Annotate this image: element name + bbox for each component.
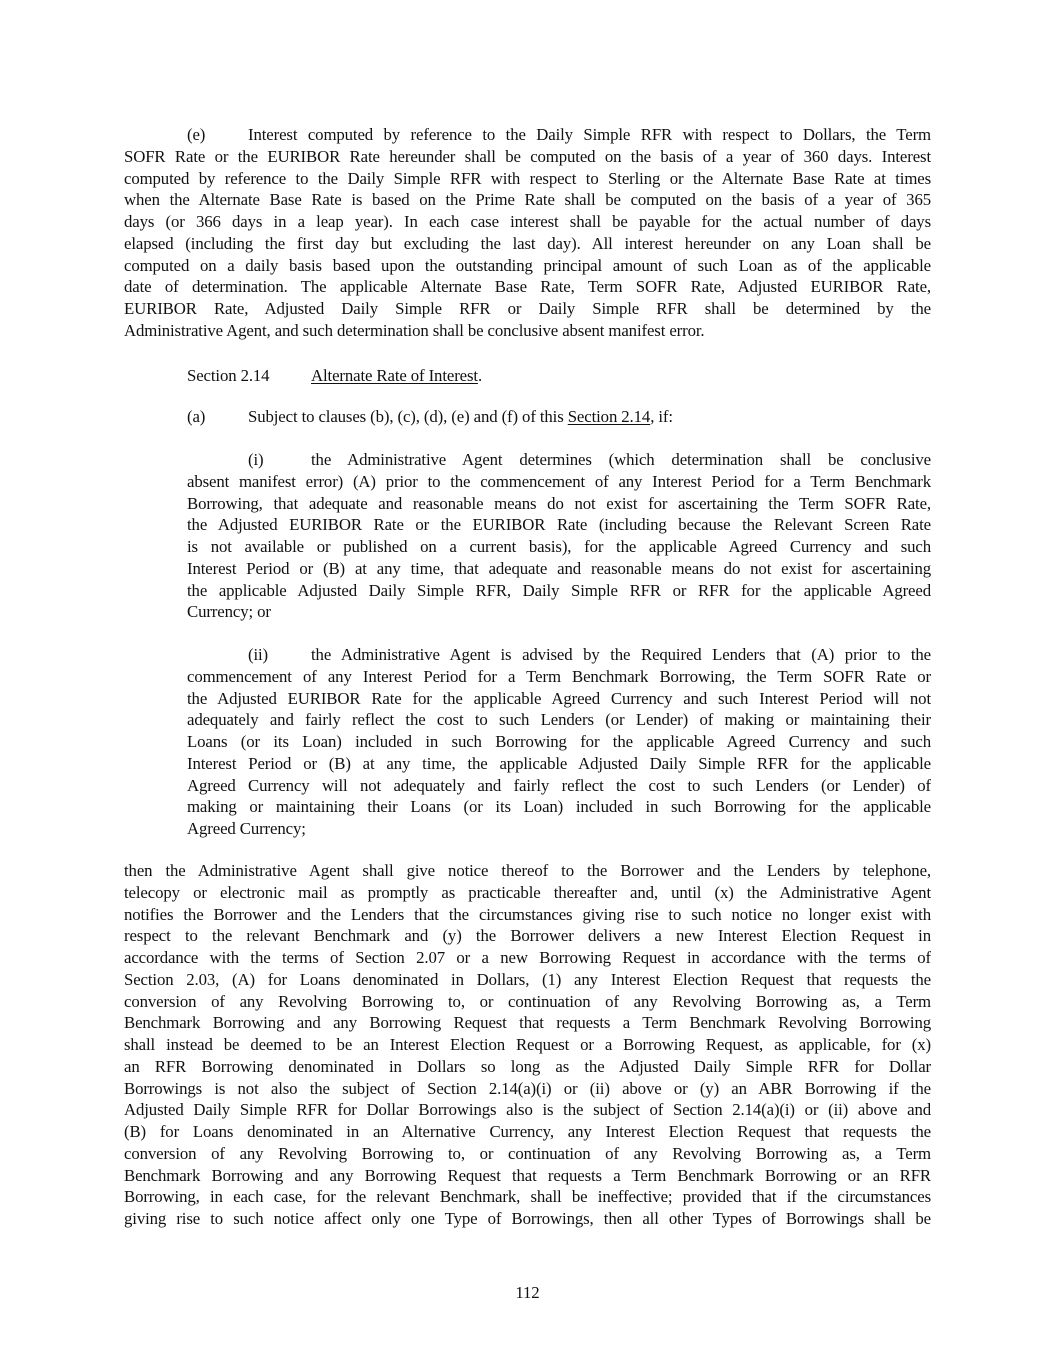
para-e-line: EURIBOR Rate, Adjusted Daily Simple RFR or Daily Simple RFR shall be determined by the <box>124 299 931 318</box>
para-then-line: notifies the Borrower and the Lenders that the circumstances giving rise to such notice no longer exist with <box>124 904 931 924</box>
para-then-line: shall instead be deemed to be an Interest Election Request or a Borrowing Request, as applicable, for (x) <box>124 1035 931 1054</box>
para-e-line: Administrative Agent, and such determination shall be conclusive absent manifest error. <box>124 320 705 340</box>
para-i-line: the applicable Adjusted Daily Simple RFR, Daily Simple RFR or RFR for the applicable Agreed <box>187 580 931 600</box>
para-ii-line: the Adjusted EURIBOR Rate for the applicable Agreed Currency and such Interest Period will not <box>187 688 931 708</box>
para-e-line: days (or 366 days in a leap year). In each case interest shall be payable for the actual number of days <box>124 212 931 231</box>
para-e-line: SOFR Rate or the EURIBOR Rate hereunder shall be computed on the basis of a year of 360 days. Interest <box>124 146 931 166</box>
para-ii-line: Agreed Currency; <box>187 819 306 838</box>
section-heading: Alternate Rate of Interest. <box>311 366 483 385</box>
para-e-line: when the Alternate Base Rate is based on the Prime Rate shall be computed on the basis of a year of 365 <box>124 190 931 210</box>
para-then-line: then the Administrative Agent shall give notice thereof to the Borrower and the Lenders by telephone, <box>124 861 931 880</box>
para-i-line: Borrowing, that adequate and reasonable means do not exist for ascertaining the Term SOFR Rate, <box>187 493 931 513</box>
para-i-line: Interest Period or (B) at any time, that adequate and reasonable means do not exist for ascertaining <box>187 558 931 578</box>
para-then-line: accordance with the terms of Section 2.07 or a new Borrowing Request in accordance with the terms of <box>124 948 931 967</box>
para-ii-line: the Administrative Agent is advised by the Required Lenders that (A) prior to the <box>311 645 931 664</box>
para-then-line: giving rise to such notice affect only one Type of Borrowings, then all other Types of Borrowings shall be <box>124 1209 931 1228</box>
para-i-line: the Administrative Agent determines (which determination shall be conclusive <box>311 450 931 469</box>
para-i-line: absent manifest error) (A) prior to the commencement of any Interest Period for a Term Benchmark <box>187 471 931 491</box>
para-e-line: date of determination. The applicable Alternate Base Rate, Term SOFR Rate, Adjusted EURIBOR Rate, <box>124 277 931 297</box>
para-i-label: (i) <box>248 450 264 469</box>
para-e-line: elapsed (including the first day but excluding the last day). All interest hereunder on any Loan shall be <box>124 233 931 253</box>
para-a-text: Subject to clauses (b), (c), (d), (e) and (f) of this Section 2.14, if: <box>248 407 673 426</box>
page-number: 112 <box>515 1283 540 1302</box>
para-then-line: an RFR Borrowing denominated in Dollars so long as the Adjusted Daily Simple RFR for Dollar <box>124 1056 931 1076</box>
para-then-line: Section 2.03, (A) for Loans denominated in Dollars, (1) any Interest Election Request that requests the <box>124 969 931 989</box>
para-then-line: Borrowings is not also the subject of Section 2.14(a)(i) or (ii) above or (y) an ABR Borrowing if the <box>124 1078 931 1098</box>
para-e-line: Interest computed by reference to the Daily Simple RFR with respect to Dollars, the Term <box>248 125 931 144</box>
para-then-line: conversion of any Revolving Borrowing to, or continuation of any Revolving Borrowing as, a Term <box>124 1143 931 1163</box>
para-e-label: (e) <box>187 125 206 144</box>
para-then-line: conversion of any Revolving Borrowing to, or continuation of any Revolving Borrowing as, a Term <box>124 991 931 1011</box>
para-ii-label: (ii) <box>248 645 269 664</box>
para-then-line: Benchmark Borrowing and any Borrowing Request that requests a Term Benchmark Borrowing or an RFR <box>124 1165 931 1185</box>
para-then-line: Benchmark Borrowing and any Borrowing Request that requests a Term Benchmark Revolving Borrowing <box>124 1013 931 1033</box>
section-title: Alternate Rate of Interest <box>311 366 478 385</box>
para-a-label: (a) <box>187 407 206 426</box>
para-ii-line: making or maintaining their Loans (or its Loan) included in such Borrowing for the applicable <box>187 797 931 817</box>
para-then-line: Borrowing, in each case, for the relevant Benchmark, shall be ineffective; provided that if the circumstances <box>124 1187 931 1207</box>
para-i-line: the Adjusted EURIBOR Rate or the EURIBOR Rate (including because the Relevant Screen Rate <box>187 515 931 535</box>
section-number: Section 2.14 <box>187 366 270 385</box>
section-reference-link[interactable]: Section 2.14 <box>567 407 651 426</box>
para-then-line: respect to the relevant Benchmark and (y) the Borrower delivers a new Interest Election Request in <box>124 926 931 946</box>
para-ii-line: Loans (or its Loan) included in such Borrowing for the applicable Agreed Currency and such <box>187 732 931 751</box>
para-ii-line: Interest Period or (B) at any time, the applicable Adjusted Daily Simple RFR for the applicable <box>187 753 931 773</box>
para-then-line: telecopy or electronic mail as promptly as practicable thereafter and, until (x) the Administrative Agent <box>124 882 931 902</box>
para-ii-line: commencement of any Interest Period for a Term Benchmark Borrowing, the Term SOFR Rate or <box>187 666 931 686</box>
para-ii-line: adequately and fairly reflect the cost to such Lenders (or Lender) of making or maintaining their <box>187 710 931 730</box>
para-i-line: Currency; or <box>187 602 271 622</box>
para-i-line: is not available or published on a current basis), for the applicable Agreed Currency and such <box>187 537 931 556</box>
para-then-line: Adjusted Daily Simple RFR for Dollar Borrowings also is the subject of Section 2.14(a)(i) or (ii) above and <box>124 1100 931 1120</box>
para-e-line: computed on a daily basis based upon the outstanding principal amount of such Loan as of the applicable <box>124 255 931 275</box>
para-then-line: (B) for Loans denominated in an Alternative Currency, any Interest Election Request that requests the <box>124 1122 931 1141</box>
para-ii-line: Agreed Currency will not adequately and fairly reflect the cost to such Lenders (or Lender) of <box>187 775 931 795</box>
para-e-line: computed by reference to the Daily Simple RFR with respect to Sterling or the Alternate Base Rate at times <box>124 168 931 188</box>
